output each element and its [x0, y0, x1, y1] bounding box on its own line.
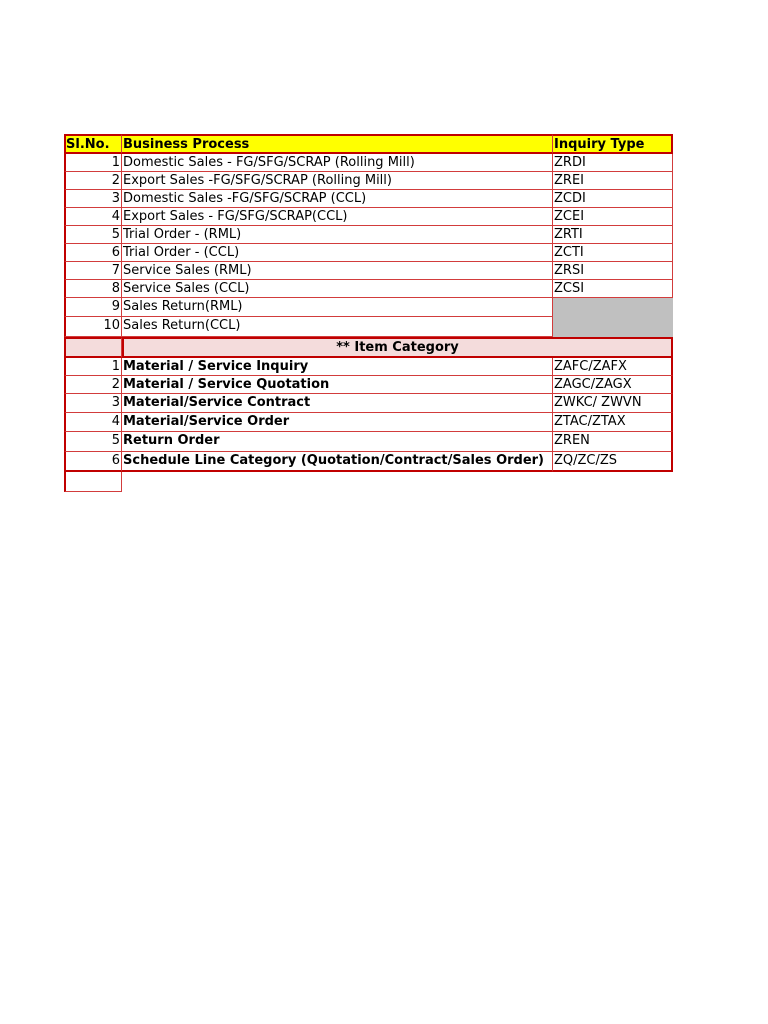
table-row	[64, 172, 673, 190]
table-header-row	[64, 134, 673, 154]
business-process-cell[interactable]: Export Sales -FG/SFG/SCRAP (Rolling Mill)	[122, 172, 553, 190]
inquiry-type-cell[interactable]: ZTAC/ZTAX	[553, 413, 673, 432]
business-process-cell[interactable]: Sales Return(CCL)	[122, 317, 553, 337]
inquiry-type-cell[interactable]: ZRTI	[553, 226, 673, 244]
table-row	[64, 376, 673, 394]
business-process-cell[interactable]: Export Sales - FG/SFG/SCRAP(CCL)	[122, 208, 553, 226]
table-row	[64, 432, 673, 452]
row-number[interactable]: 4	[64, 413, 122, 432]
business-process-cell[interactable]: Service Sales (RML)	[122, 262, 553, 280]
inquiry-type-cell[interactable]: ZCEI	[553, 208, 673, 226]
inquiry-type-cell[interactable]: ZCSI	[553, 280, 673, 298]
header-business-process[interactable]: Business Process	[122, 134, 553, 154]
row-number[interactable]: 6	[64, 244, 122, 262]
header-sl-no[interactable]: Sl.No.	[64, 134, 122, 154]
business-process-cell[interactable]: Sales Return(RML)	[122, 298, 553, 317]
inquiry-type-cell[interactable]: ZWKC/ ZWVN	[553, 394, 673, 413]
business-process-cell[interactable]: Material / Service Quotation	[122, 376, 553, 394]
business-process-cell[interactable]: Material/Service Order	[122, 413, 553, 432]
inquiry-type-cell[interactable]: ZCDI	[553, 190, 673, 208]
inquiry-type-cell[interactable]: ZAFC/ZAFX	[553, 358, 673, 376]
table-row	[64, 244, 673, 262]
row-number[interactable]: 10	[64, 317, 122, 337]
table-row	[64, 262, 673, 280]
inquiry-type-cell[interactable]: ZREI	[553, 172, 673, 190]
table-row	[64, 358, 673, 376]
table-row	[64, 317, 673, 337]
table-row	[64, 226, 673, 244]
business-process-cell[interactable]: Trial Order - (CCL)	[122, 244, 553, 262]
business-process-cell[interactable]: Material / Service Inquiry	[122, 358, 553, 376]
business-process-cell[interactable]: Domestic Sales -FG/SFG/SCRAP (CCL)	[122, 190, 553, 208]
inquiry-type-cell-empty[interactable]	[553, 298, 673, 317]
table-row	[64, 394, 673, 413]
business-process-cell[interactable]: Service Sales (CCL)	[122, 280, 553, 298]
empty-row	[64, 472, 673, 492]
row-number[interactable]: 7	[64, 262, 122, 280]
row-number[interactable]: 1	[64, 154, 122, 172]
business-process-cell[interactable]: Return Order	[122, 432, 553, 452]
table-row	[64, 190, 673, 208]
inquiry-type-cell[interactable]: ZRSI	[553, 262, 673, 280]
row-number[interactable]: 2	[64, 172, 122, 190]
inquiry-type-cell[interactable]: ZQ/ZC/ZS	[553, 452, 673, 472]
table-row	[64, 280, 673, 298]
empty-cell[interactable]	[64, 472, 122, 492]
row-number[interactable]: 5	[64, 432, 122, 452]
business-process-cell[interactable]: Domestic Sales - FG/SFG/SCRAP (Rolling Mill)	[122, 154, 553, 172]
row-number[interactable]: 5	[64, 226, 122, 244]
section-title[interactable]: ** Item Category	[122, 337, 673, 358]
business-process-cell[interactable]: Schedule Line Category (Quotation/Contract/Sales Order)	[122, 452, 553, 472]
row-number[interactable]: 4	[64, 208, 122, 226]
inquiry-type-cell[interactable]: ZREN	[553, 432, 673, 452]
table-row	[64, 413, 673, 432]
item-category-section-row	[64, 337, 673, 358]
header-inquiry-type[interactable]: Inquiry Type	[553, 134, 673, 154]
business-process-cell[interactable]: Material/Service Contract	[122, 394, 553, 413]
inquiry-type-cell[interactable]: ZCTI	[553, 244, 673, 262]
row-number[interactable]: 2	[64, 376, 122, 394]
row-number[interactable]: 3	[64, 190, 122, 208]
row-number[interactable]: 3	[64, 394, 122, 413]
row-number[interactable]: 1	[64, 358, 122, 376]
row-number[interactable]: 9	[64, 298, 122, 317]
table-row	[64, 208, 673, 226]
table-row	[64, 154, 673, 172]
inquiry-type-cell-empty[interactable]	[553, 317, 673, 337]
business-process-cell[interactable]: Trial Order - (RML)	[122, 226, 553, 244]
table-row	[64, 452, 673, 472]
table-row	[64, 298, 673, 317]
row-number[interactable]: 8	[64, 280, 122, 298]
inquiry-type-cell[interactable]: ZRDI	[553, 154, 673, 172]
inquiry-type-cell[interactable]: ZAGC/ZAGX	[553, 376, 673, 394]
row-number[interactable]: 6	[64, 452, 122, 472]
section-blank-cell[interactable]	[64, 337, 122, 358]
